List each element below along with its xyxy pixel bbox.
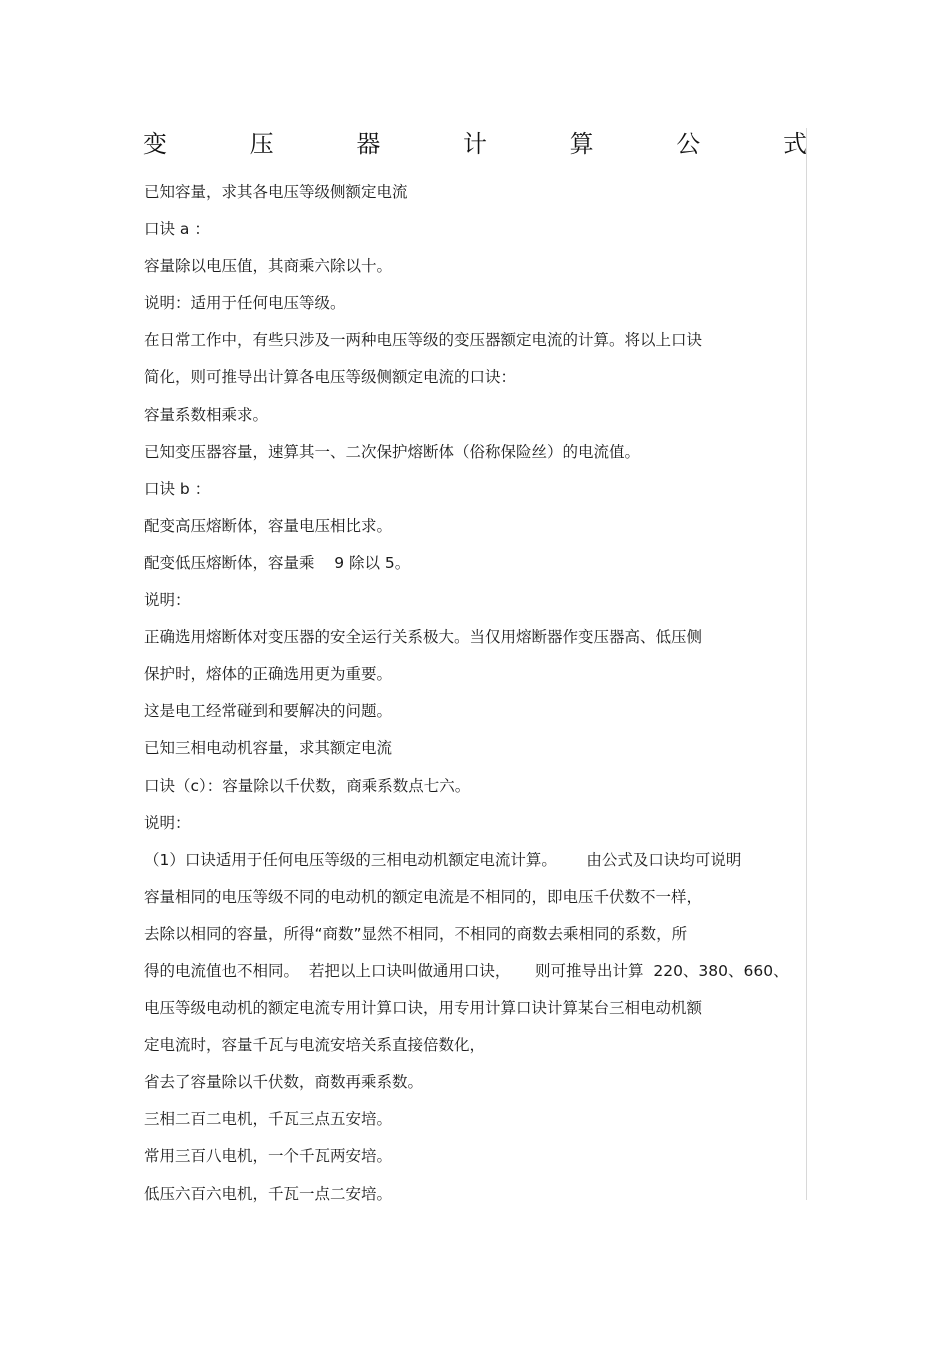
text-line: 在日常工作中，有些只涉及一两种电压等级的变压器额定电流的计算。将以上口诀 <box>144 331 703 350</box>
title-char: 器 <box>356 130 381 158</box>
text-line: 三相二百二电机，千瓦三点五安培。 <box>144 1110 393 1129</box>
text-line: 容量相同的电压等级不同的电动机的额定电流是不相同的，即电压千伏数不一样， <box>144 887 703 906</box>
text-line: 容量系数相乘求。 <box>144 405 269 424</box>
page-title <box>143 126 807 162</box>
text-line: 常用三百八电机，一个千瓦两安培。 <box>144 1147 393 1166</box>
text-line: 省去了容量除以千伏数，商数再乘系数。 <box>144 1073 424 1092</box>
title-char: 变 <box>143 130 167 158</box>
title-char: 算 <box>569 130 594 158</box>
text-line: 容量除以电压值，其商乘六除以十。 <box>144 257 393 276</box>
text-line: 说明：适用于任何电压等级。 <box>144 294 346 313</box>
text-line: 简化，则可推导出计算各电压等级侧额定电流的口诀： <box>144 368 517 387</box>
text-line: （1）口诀适用于任何电压等级的三相电动机额定电流计算。 由公式及口诀均可说明 <box>144 850 742 869</box>
text-line: 得的电流值也不相同。 若把以上口诀叫做通用口诀， 则可推导出计算 220、380、660、 <box>144 961 789 980</box>
text-line: 口诀 b ： <box>144 479 211 498</box>
title-char: 计 <box>462 130 487 158</box>
text-line: 这是电工经常碰到和要解决的问题。 <box>144 702 393 721</box>
text-line: 说明： <box>144 591 191 610</box>
text-line: 配变低压熔断体，容量乘 9 除以 5。 <box>144 553 411 572</box>
text-line: 口诀（c）：容量除以千伏数，商乘系数点七六。 <box>144 776 471 795</box>
text-line: 电压等级电动机的额定电流专用计算口诀，用专用计算口诀计算某台三相电动机额 <box>144 999 703 1018</box>
text-line: 已知三相电动机容量，求其额定电流 <box>144 739 393 758</box>
body-text <box>144 178 824 1217</box>
text-line: 说明： <box>144 813 191 832</box>
text-line: 口诀 a ： <box>144 220 210 239</box>
title-char: 压 <box>249 130 274 158</box>
text-line: 去除以相同的容量，所得“商数”显然不相同，不相同的商数去乘相同的系数，所 <box>144 924 688 943</box>
text-line: 低压六百六电机，千瓦一点二安培。 <box>144 1184 393 1203</box>
text-line: 保护时，熔体的正确选用更为重要。 <box>144 665 393 684</box>
text-line: 定电流时，容量千瓦与电流安培关系直接倍数化， <box>144 1036 486 1055</box>
text-line: 正确选用熔断体对变压器的安全运行关系极大。当仅用熔断器作变压器高、低压侧 <box>144 628 703 647</box>
text-line: 配变高压熔断体，容量电压相比求。 <box>144 516 393 535</box>
title-char: 公 <box>676 130 701 158</box>
title-char: 式 <box>782 130 807 158</box>
text-line: 已知容量，求其各电压等级侧额定电流 <box>144 183 408 201</box>
text-line: 已知变压器容量，速算其一、二次保护熔断体（俗称保险丝）的电流值。 <box>144 442 641 461</box>
